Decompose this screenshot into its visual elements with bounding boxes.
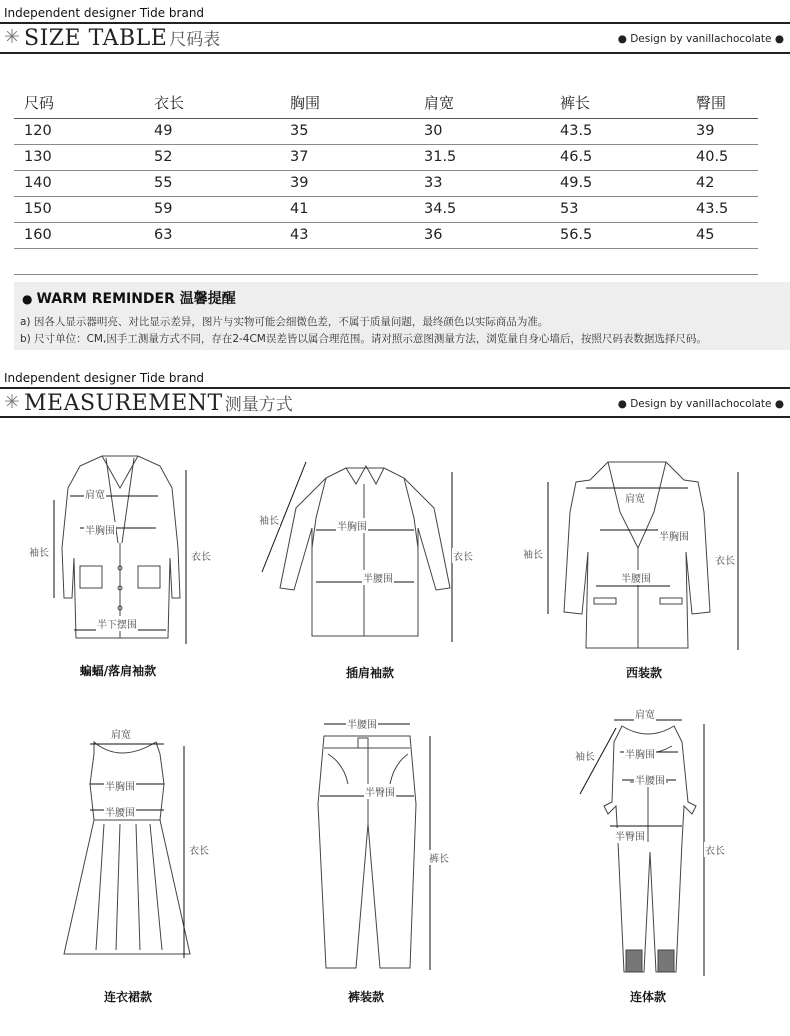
col-shoulder: 肩宽 [414, 88, 550, 118]
measure-label-shoulder: 肩宽 [624, 490, 646, 505]
table-row [14, 118, 758, 144]
table-cell: 49.5 [550, 170, 686, 196]
diagram-caption: 连衣裙款 [103, 990, 152, 1004]
table-cell: 160 [14, 222, 144, 248]
col-length: 衣长 [144, 88, 280, 118]
pants-diagram [314, 714, 454, 976]
suit-diagram [520, 452, 750, 657]
table-cell: 130 [14, 144, 144, 170]
section-title-cn: 尺码表 [169, 30, 221, 50]
coat-diagram [29, 448, 211, 648]
measure-label-length: 衣长 [452, 548, 474, 563]
table-cell: 43.5 [550, 118, 686, 144]
section-title [24, 25, 220, 51]
measure-label-sleeve: 袖长 [258, 512, 280, 527]
table-cell: 63 [144, 222, 280, 248]
reminder-line-b: b) 尺寸单位：CM,因手工测量方式不同，存在2-4CM误差皆以属合理范围。请对照示意图测量方法，浏览量自身心墙后，按照尺码表数据选择尺码。 [20, 333, 707, 345]
designer-credit: ● Design by vanillachocolate ● [617, 33, 784, 45]
measure-label-chest: 半胸围 [336, 518, 368, 533]
measure-label-hip: 半臀围 [364, 784, 396, 799]
table-cell: 30 [414, 118, 550, 144]
warm-reminder-box [14, 282, 790, 350]
measure-label-chest: 半胸围 [624, 746, 656, 761]
measure-label-waist: 半腰围 [104, 804, 136, 819]
section-title-cn: 测量方式 [224, 395, 293, 415]
col-hip: 臀围 [686, 88, 758, 118]
table-cell: 120 [14, 118, 144, 144]
table-cell: 150 [14, 196, 144, 222]
table-cell: 42 [686, 170, 758, 196]
reminder-title [22, 288, 236, 308]
measure-label-sleeve: 袖长 [28, 544, 50, 559]
measure-label-hem: 半下摆围 [96, 616, 138, 631]
measure-label-sleeve: 袖长 [522, 546, 544, 561]
table-cell: 39 [280, 170, 414, 196]
diagram-caption: 裤装款 [347, 990, 384, 1004]
table-cell: 40.5 [686, 144, 758, 170]
brand-tagline: Independent designer Tide brand [4, 371, 205, 385]
measure-label-chest: 半胸围 [658, 528, 690, 543]
designer-credit: ● Design by vanillachocolate ● [617, 398, 784, 410]
diagram-caption: 连体款 [629, 990, 666, 1004]
col-size: 尺码 [14, 88, 144, 118]
table-cell: 36 [414, 222, 550, 248]
header-rule-bottom [0, 416, 790, 418]
measure-label-waist: 半腰围 [362, 570, 394, 585]
col-chest: 胸围 [280, 88, 414, 118]
table-cell: 49 [144, 118, 280, 144]
table-cell: 34.5 [414, 196, 550, 222]
table-cell: 39 [686, 118, 758, 144]
table-cell: 140 [14, 170, 144, 196]
measure-label-waist: 半腰围 [346, 716, 378, 731]
jumpsuit-diagram [570, 702, 740, 982]
section-title-en: SIZE TABLE [24, 26, 168, 51]
raglan-diagram [256, 448, 473, 648]
section-title [24, 390, 293, 416]
table-cell: 53 [550, 196, 686, 222]
measure-label-hip: 半臀围 [614, 828, 646, 843]
measure-label-shoulder: 肩宽 [110, 726, 132, 741]
measure-label-length: 衣长 [714, 552, 736, 567]
col-pants-length: 裤长 [550, 88, 686, 118]
table-cell: 41 [280, 196, 414, 222]
measure-label-length: 衣长 [190, 548, 212, 563]
size-table [14, 88, 758, 275]
diagram-caption: 插肩袖款 [345, 666, 394, 680]
section-title-en: MEASUREMENT [24, 391, 223, 416]
table-row-empty [14, 248, 758, 274]
reminder-line-a: a) 因各人显示器明亮、对比显示差异，图片与实物可能会细微色差，不属于质量问题，最终颜色以实际商品为准。 [20, 316, 549, 328]
bullet-icon: ● [22, 292, 33, 306]
header-rule-top [0, 387, 790, 389]
raglan-illustration [256, 448, 456, 648]
size-table-header [0, 25, 790, 55]
table-row [14, 170, 758, 196]
diagram-caption: 蝙蝠/落肩袖款 [79, 664, 157, 678]
measure-label-chest: 半胸围 [84, 522, 116, 537]
header-rule-bottom [0, 52, 790, 54]
table-row [14, 222, 758, 248]
table-row [14, 196, 758, 222]
brand-tagline: Independent designer Tide brand [4, 6, 205, 20]
table-cell: 31.5 [414, 144, 550, 170]
measure-label-shoulder: 肩宽 [634, 706, 656, 721]
table-cell: 56.5 [550, 222, 686, 248]
pants-illustration [314, 714, 454, 976]
table-cell: 59 [144, 196, 280, 222]
table-cell: 52 [144, 144, 280, 170]
table-cell: 46.5 [550, 144, 686, 170]
table-row [14, 144, 758, 170]
measure-label-waist: 半腰围 [634, 772, 666, 787]
header-rule-top [0, 22, 790, 24]
star-icon: ✳ [4, 26, 20, 48]
star-icon: ✳ [4, 391, 20, 413]
table-header-row [14, 88, 758, 118]
measure-label-length: 裤长 [428, 850, 450, 865]
table-cell: 37 [280, 144, 414, 170]
table-cell: 55 [144, 170, 280, 196]
measure-label-waist: 半腰围 [620, 570, 652, 585]
reminder-title-text: WARM REMINDER 温馨提醒 [36, 291, 236, 307]
diagram-caption: 西装款 [625, 666, 662, 680]
table-cell: 35 [280, 118, 414, 144]
measure-label-sleeve: 袖长 [574, 748, 596, 763]
table-cell: 33 [414, 170, 550, 196]
table-cell: 43.5 [686, 196, 758, 222]
measure-label-length: 衣长 [188, 842, 210, 857]
measure-label-length: 衣长 [704, 842, 726, 857]
measure-label-shoulder: 肩宽 [84, 486, 106, 501]
measure-label-chest: 半胸围 [104, 778, 136, 793]
dress-diagram [60, 724, 220, 964]
table-cell: 45 [686, 222, 758, 248]
table-cell: 43 [280, 222, 414, 248]
